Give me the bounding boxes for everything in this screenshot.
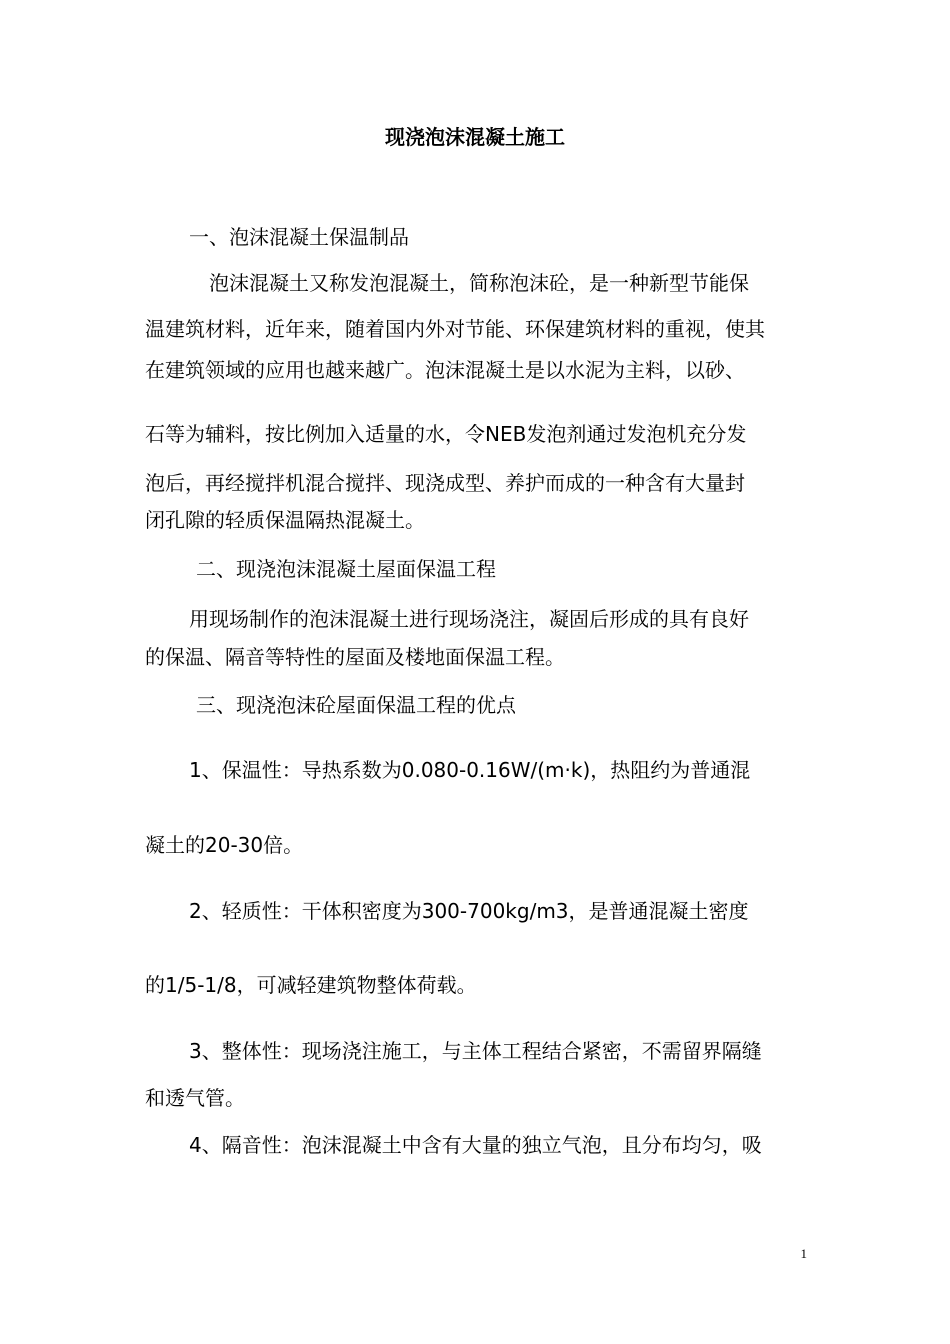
list-text: 的 bbox=[145, 973, 165, 997]
list-value: 20-30 bbox=[205, 833, 264, 857]
paragraph-text: NEB bbox=[485, 422, 527, 446]
paragraph-line: 温建筑材料，近年来，随着国内外对节能、环保建筑材料的重视，使其 bbox=[145, 317, 765, 341]
list-value: 1/5-1/8 bbox=[165, 973, 237, 997]
list-text: 、整体性：现场浇注施工，与主体工程结合紧密，不需留界隔缝 bbox=[201, 1039, 762, 1063]
paragraph-line: 用现场制作的泡沫混凝土进行现场浇注，凝固后形成的具有良好 bbox=[189, 607, 749, 631]
list-text: 、隔音性：泡沫混凝土中含有大量的独立气泡，且分布均匀，吸 bbox=[201, 1133, 762, 1157]
paragraph-line bbox=[145, 419, 746, 449]
list-text: 、轻质性：干体积密度为 bbox=[201, 899, 422, 923]
paragraph-line: 泡沫混凝土又称发泡混凝土，简称泡沫砼，是一种新型节能保 bbox=[209, 271, 749, 295]
list-text: 、保温性：导热系数为 bbox=[201, 758, 402, 782]
paragraph-line: 闭孔隙的轻质保温隔热混凝土。 bbox=[145, 508, 425, 532]
list-item-2 bbox=[189, 896, 749, 926]
list-item-4 bbox=[189, 1130, 762, 1160]
list-item-2-cont bbox=[145, 970, 477, 1000]
list-item-3 bbox=[189, 1036, 762, 1066]
document-title: 现浇泡沫混凝土施工 bbox=[385, 125, 565, 149]
list-item-1-cont bbox=[145, 830, 303, 860]
list-number: 1 bbox=[189, 758, 202, 782]
page-number: 1 bbox=[800, 1246, 807, 1261]
list-number: 2 bbox=[189, 899, 202, 923]
section-heading-3: 三、现浇泡沫砼屋面保温工程的优点 bbox=[196, 693, 516, 717]
paragraph-text: 发泡剂通过发泡机充分发 bbox=[526, 422, 747, 446]
paragraph-line: 在建筑领域的应用也越来越广。泡沫混凝土是以水泥为主料，以砂、 bbox=[145, 358, 745, 382]
section-heading-2: 二、现浇泡沫混凝土屋面保温工程 bbox=[196, 557, 496, 581]
list-text: 倍。 bbox=[263, 833, 304, 857]
list-text: 凝土的 bbox=[145, 833, 205, 857]
list-text: ，是普通混凝土密度 bbox=[568, 899, 749, 923]
paragraph-line: 的保温、隔音等特性的屋面及楼地面保温工程。 bbox=[145, 645, 565, 669]
paragraph-line: 泡后，再经搅拌机混合搅拌、现浇成型、养护而成的一种含有大量封 bbox=[145, 471, 745, 495]
list-number: 3 bbox=[189, 1039, 202, 1063]
paragraph-text: 石等为辅料，按比例加入适量的水，令 bbox=[145, 422, 485, 446]
list-item-1 bbox=[189, 755, 750, 785]
list-number: 4 bbox=[189, 1133, 202, 1157]
list-value: 0.080-0.16W/(m·k) bbox=[401, 758, 591, 782]
list-text: ，可减轻建筑物整体荷载。 bbox=[236, 973, 477, 997]
list-item-3-cont: 和透气管。 bbox=[145, 1086, 245, 1110]
list-text: ，热阻约为普通混 bbox=[590, 758, 751, 782]
section-heading-1: 一、泡沫混凝土保温制品 bbox=[189, 225, 409, 249]
list-value: 300-700kg/m3 bbox=[421, 899, 569, 923]
